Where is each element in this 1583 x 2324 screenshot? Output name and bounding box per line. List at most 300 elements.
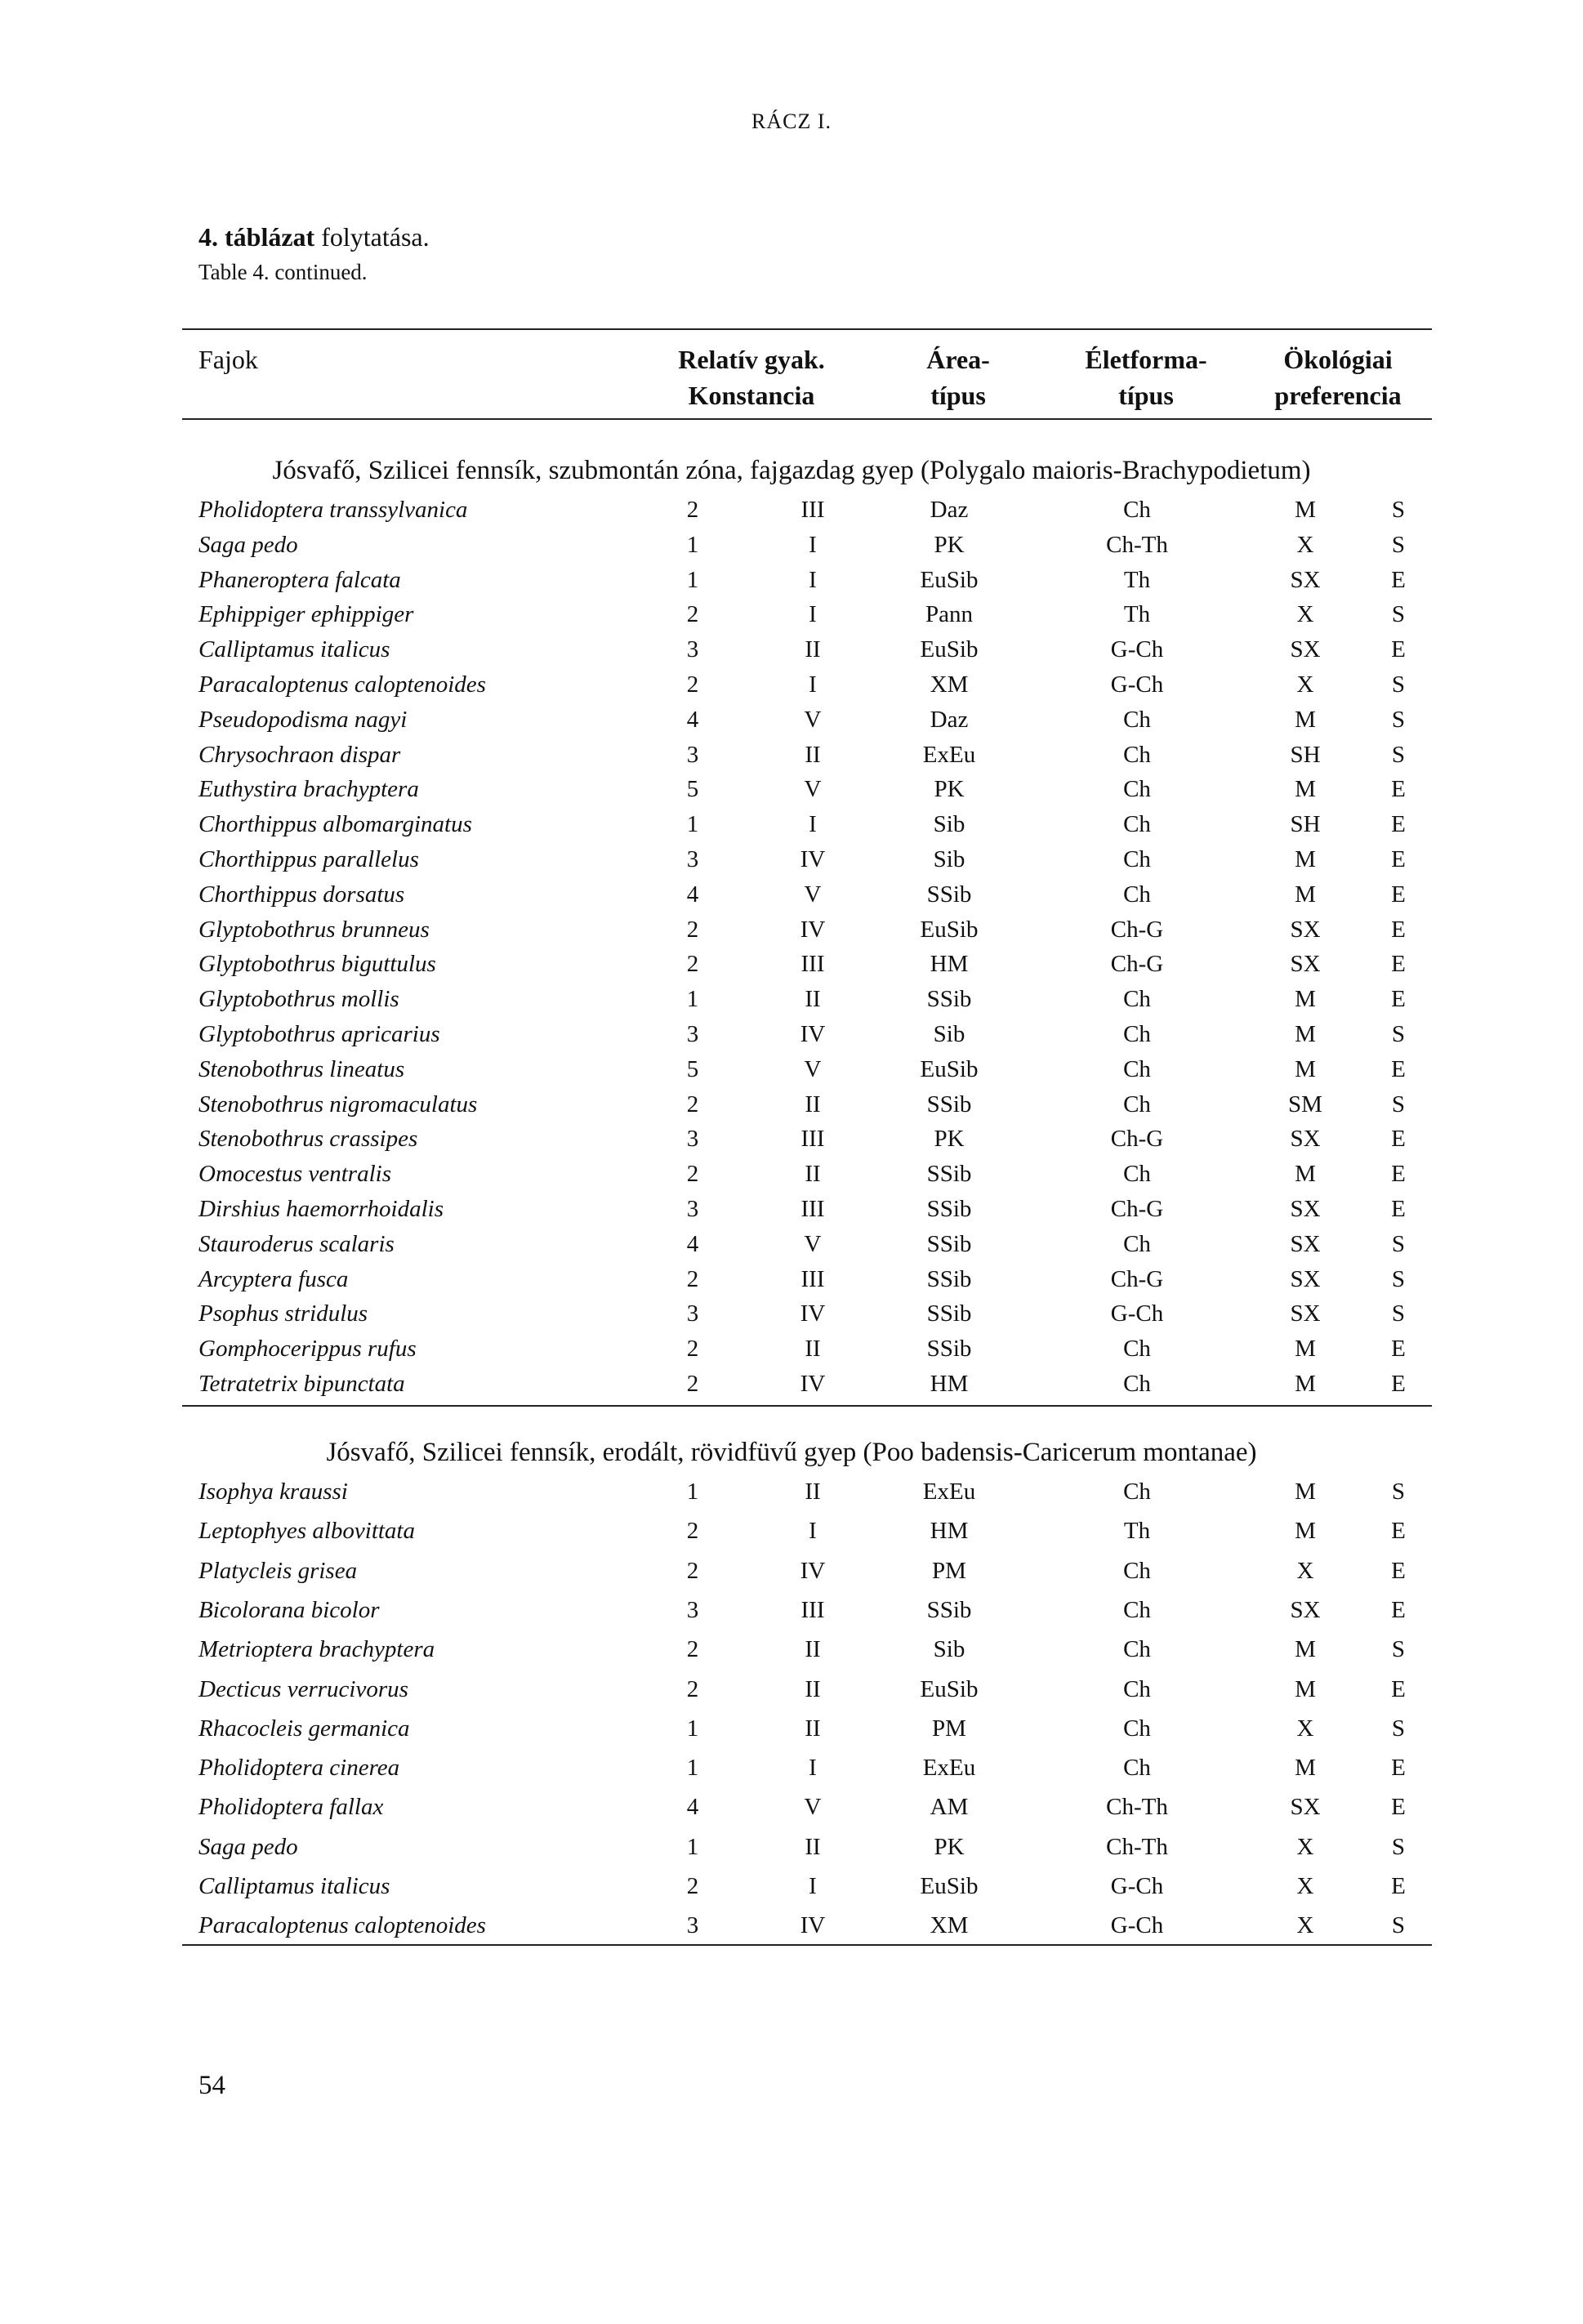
table-cell: Sib <box>933 846 965 872</box>
species-name: Rhacocleis germanica <box>198 1715 410 1742</box>
table-cell: X <box>1296 1715 1314 1742</box>
table-cell: E <box>1391 566 1406 593</box>
table-row <box>0 1479 1583 1516</box>
table-row <box>0 1266 1583 1304</box>
species-name: Glyptobothrus mollis <box>198 986 399 1013</box>
table-cell: M <box>1295 1021 1316 1047</box>
table-cell: II <box>805 1161 821 1188</box>
table-cell: Ch <box>1123 1636 1151 1663</box>
table-cell: 3 <box>686 846 699 872</box>
table-cell: E <box>1391 1336 1406 1363</box>
table-cell: 2 <box>686 1091 699 1117</box>
species-name: Calliptamus italicus <box>198 1873 390 1899</box>
table-cell: I <box>809 1518 817 1545</box>
header-rel-line2: Konstancia <box>688 381 815 410</box>
table-cell: IV <box>800 846 826 872</box>
table-cell: 1 <box>686 531 699 558</box>
table-cell: SSib <box>926 1161 972 1188</box>
table-cell: PK <box>934 531 965 558</box>
table-cell: PK <box>934 1833 965 1860</box>
table-cell: 2 <box>686 671 699 698</box>
table-row <box>0 1715 1583 1753</box>
table-cell: IV <box>800 1371 826 1397</box>
table-row <box>0 1518 1583 1555</box>
table-row <box>0 601 1583 639</box>
species-name: Saga pedo <box>198 531 298 558</box>
table-row <box>0 1161 1583 1198</box>
table-cell: II <box>805 1833 821 1860</box>
caption-hu-label: 4. táblázat <box>198 222 315 252</box>
species-name: Bicolorana bicolor <box>198 1596 380 1623</box>
table-cell: 3 <box>686 741 699 768</box>
table-cell: SH <box>1290 741 1321 768</box>
table-row <box>0 1056 1583 1094</box>
table-cell: SX <box>1290 636 1321 663</box>
table-cell: Ch <box>1123 811 1151 838</box>
species-name: Phaneroptera falcata <box>198 566 401 593</box>
table-cell: Ch <box>1123 741 1151 768</box>
section-bottom-rule <box>182 1405 1432 1407</box>
caption-en-text: continued. <box>269 260 368 284</box>
table-header-rule <box>182 418 1432 420</box>
table-row <box>0 881 1583 919</box>
table-cell: II <box>805 1675 821 1702</box>
table-cell: SX <box>1290 566 1321 593</box>
header-eco-line2: preferencia <box>1274 381 1402 410</box>
table-cell: E <box>1391 1755 1406 1782</box>
table-cell: 4 <box>686 706 699 733</box>
table-cell: IV <box>800 1557 826 1584</box>
table-cell: Ch <box>1123 1479 1151 1505</box>
table-cell: Ch <box>1123 986 1151 1013</box>
table-cell: III <box>800 1196 825 1222</box>
table-cell: 1 <box>686 986 699 1013</box>
table-cell: EuSib <box>920 1055 979 1082</box>
table-cell: G-Ch <box>1110 671 1164 698</box>
table-cell: 2 <box>686 1265 699 1292</box>
table-cell: EuSib <box>920 566 979 593</box>
table-cell: S <box>1391 531 1406 558</box>
table-cell: SX <box>1290 1300 1321 1327</box>
table-row <box>0 1597 1583 1635</box>
table-row <box>0 707 1583 744</box>
table-cell: 2 <box>686 601 699 628</box>
table-cell: Ch-G <box>1110 916 1164 943</box>
table-cell: AM <box>930 1794 969 1821</box>
table-cell: Ch <box>1123 881 1151 908</box>
table-cell: Ch <box>1123 1161 1151 1188</box>
table-cell: E <box>1391 1794 1406 1821</box>
table-cell: EuSib <box>920 636 979 663</box>
table-cell: S <box>1391 1230 1406 1257</box>
table-cell: S <box>1391 1912 1406 1939</box>
species-name: Pholidoptera cinerea <box>198 1755 400 1782</box>
table-cell: Ch <box>1123 1230 1151 1257</box>
table-cell: V <box>804 776 822 803</box>
table-cell: PK <box>934 776 965 803</box>
table-cell: 2 <box>686 1675 699 1702</box>
species-name: Pholidoptera transsylvanica <box>198 497 468 523</box>
table-cell: EuSib <box>920 1873 979 1899</box>
table-cell: Ch <box>1123 846 1151 872</box>
table-cell: Ch <box>1123 1675 1151 1702</box>
table-cell: Sib <box>933 811 965 838</box>
table-caption-hu <box>198 222 430 252</box>
table-cell: XM <box>930 1912 969 1939</box>
table-cell: S <box>1391 671 1406 698</box>
table-cell: III <box>800 1126 825 1153</box>
table-cell: M <box>1295 1755 1316 1782</box>
section-bottom-rule <box>182 1944 1432 1946</box>
table-cell: M <box>1295 846 1316 872</box>
table-cell: S <box>1391 1715 1406 1742</box>
table-cell: SX <box>1290 1230 1321 1257</box>
table-cell: 3 <box>686 1196 699 1222</box>
table-cell: Ch <box>1123 497 1151 523</box>
table-row <box>0 1676 1583 1714</box>
table-cell: M <box>1295 1055 1316 1082</box>
table-cell: E <box>1391 1518 1406 1545</box>
table-cell: M <box>1295 1371 1316 1397</box>
species-name: Leptophyes albovittata <box>198 1518 415 1545</box>
table-cell: II <box>805 1091 821 1117</box>
table-cell: E <box>1391 951 1406 978</box>
table-cell: III <box>800 1265 825 1292</box>
table-cell: 1 <box>686 566 699 593</box>
table-cell: E <box>1391 776 1406 803</box>
table-cell: 2 <box>686 1636 699 1663</box>
table-cell: 3 <box>686 1126 699 1153</box>
table-row <box>0 1834 1583 1871</box>
table-cell: E <box>1391 1196 1406 1222</box>
species-name: Glyptobothrus apricarius <box>198 1021 440 1047</box>
species-name: Pholidoptera fallax <box>198 1794 384 1821</box>
header-relative-frequency <box>653 341 849 413</box>
table-cell: V <box>804 1794 822 1821</box>
table-cell: 2 <box>686 1161 699 1188</box>
table-cell: ExEu <box>922 741 976 768</box>
table-cell: X <box>1296 601 1314 628</box>
table-cell: 1 <box>686 1833 699 1860</box>
table-cell: Ch-G <box>1110 1126 1164 1153</box>
species-name: Dirshius haemorrhoidalis <box>198 1196 444 1222</box>
table-cell: E <box>1391 636 1406 663</box>
table-row <box>0 742 1583 779</box>
species-name: Chorthippus albomarginatus <box>198 811 472 838</box>
species-name: Stenobothrus nigromaculatus <box>198 1091 478 1117</box>
table-caption-en <box>198 260 368 285</box>
table-cell: E <box>1391 846 1406 872</box>
table-cell: V <box>804 881 822 908</box>
table-row <box>0 636 1583 674</box>
table-cell: Ch-Th <box>1106 1833 1168 1860</box>
species-name: Euthystira brachyptera <box>198 776 419 803</box>
table-cell: S <box>1391 1636 1406 1663</box>
table-cell: SSib <box>926 881 972 908</box>
header-area-line2: típus <box>930 381 986 410</box>
table-cell: I <box>809 1755 817 1782</box>
species-name: Stauroderus scalaris <box>198 1230 395 1257</box>
table-row <box>0 846 1583 884</box>
table-cell: X <box>1296 531 1314 558</box>
table-row <box>0 671 1583 709</box>
species-name: Saga pedo <box>198 1833 298 1860</box>
table-cell: M <box>1295 986 1316 1013</box>
table-cell: M <box>1295 1161 1316 1188</box>
table-cell: M <box>1295 497 1316 523</box>
table-cell: Ch <box>1123 1557 1151 1584</box>
table-cell: 4 <box>686 881 699 908</box>
table-row <box>0 1091 1583 1129</box>
table-cell: SX <box>1290 1126 1321 1153</box>
table-row <box>0 497 1583 534</box>
table-cell: E <box>1391 916 1406 943</box>
species-name: Isophya kraussi <box>198 1479 348 1505</box>
species-name: Glyptobothrus biguttulus <box>198 951 436 978</box>
table-cell: SSib <box>926 1265 972 1292</box>
table-top-rule <box>182 328 1432 330</box>
table-cell: 3 <box>686 1021 699 1047</box>
table-cell: X <box>1296 1873 1314 1899</box>
species-name: Stenobothrus crassipes <box>198 1126 418 1153</box>
table-cell: E <box>1391 1371 1406 1397</box>
table-cell: S <box>1391 741 1406 768</box>
table-cell: X <box>1296 1912 1314 1939</box>
species-name: Calliptamus italicus <box>198 636 390 663</box>
header-species: Fajok <box>198 345 258 374</box>
header-area-line1: Área- <box>926 345 990 374</box>
table-cell: 3 <box>686 636 699 663</box>
table-cell: M <box>1295 1479 1316 1505</box>
species-name: Decticus verrucivorus <box>198 1675 408 1702</box>
table-cell: HM <box>930 1371 969 1397</box>
table-cell: SSib <box>926 986 972 1013</box>
section-title: Jósvafő, Szilicei fennsík, szubmontán zóna, fajgazdag gyep (Polygalo maioris-Brachypodietum) <box>272 456 1311 485</box>
table-cell: II <box>805 741 821 768</box>
species-name: Platycleis grisea <box>198 1557 358 1584</box>
species-name: Stenobothrus lineatus <box>198 1055 405 1082</box>
table-row <box>0 1794 1583 1831</box>
table-cell: S <box>1391 1300 1406 1327</box>
table-cell: XM <box>930 671 969 698</box>
table-cell: II <box>805 1479 821 1505</box>
table-cell: 2 <box>686 1873 699 1899</box>
header-rel-line1: Relatív gyak. <box>678 345 825 374</box>
species-name: Tetratetrix bipunctata <box>198 1371 405 1397</box>
table-cell: Th <box>1123 1518 1151 1545</box>
table-cell: Ch <box>1123 1596 1151 1623</box>
table-cell: G-Ch <box>1110 1873 1164 1899</box>
table-cell: Ch <box>1123 1021 1151 1047</box>
table-cell: M <box>1295 1336 1316 1363</box>
table-cell: S <box>1391 1479 1406 1505</box>
table-cell: M <box>1295 1518 1316 1545</box>
table-cell: III <box>800 1596 825 1623</box>
table-cell: 2 <box>686 1336 699 1363</box>
table-cell: III <box>800 951 825 978</box>
table-cell: EuSib <box>920 916 979 943</box>
table-row <box>0 1126 1583 1163</box>
table-cell: E <box>1391 811 1406 838</box>
species-name: Psophus stridulus <box>198 1300 368 1327</box>
table-cell: HM <box>930 951 969 978</box>
table-cell: S <box>1391 1091 1406 1117</box>
table-cell: Daz <box>930 497 969 523</box>
table-cell: Ch-G <box>1110 951 1164 978</box>
table-cell: I <box>809 601 817 628</box>
table-row <box>0 1371 1583 1408</box>
page-number: 54 <box>198 2071 225 2100</box>
table-cell: E <box>1391 881 1406 908</box>
header-area-type <box>885 341 1032 413</box>
table-cell: SX <box>1290 1596 1321 1623</box>
table-cell: E <box>1391 1675 1406 1702</box>
species-name: Paracaloptenus caloptenoides <box>198 671 486 698</box>
table-row <box>0 532 1583 569</box>
species-name: Metrioptera brachyptera <box>198 1636 435 1663</box>
table-cell: IV <box>800 916 826 943</box>
table-row <box>0 1336 1583 1373</box>
table-cell: Ch <box>1123 1371 1151 1397</box>
table-cell: I <box>809 531 817 558</box>
table-row <box>0 811 1583 849</box>
table-cell: 1 <box>686 1715 699 1742</box>
table-cell: E <box>1391 986 1406 1013</box>
table-cell: III <box>800 497 825 523</box>
table-cell: SX <box>1290 951 1321 978</box>
caption-hu-text: folytatása. <box>314 222 430 252</box>
table-cell: SSib <box>926 1300 972 1327</box>
species-name: Paracaloptenus caloptenoides <box>198 1912 486 1939</box>
table-row <box>0 567 1583 604</box>
table-cell: 2 <box>686 1518 699 1545</box>
species-name: Chorthippus dorsatus <box>198 881 405 908</box>
table-row <box>0 1300 1583 1338</box>
table-cell: Pann <box>925 601 973 628</box>
table-cell: Ch <box>1123 1715 1151 1742</box>
table-cell: E <box>1391 1161 1406 1188</box>
table-cell: E <box>1391 1055 1406 1082</box>
table-cell: Ch-Th <box>1106 1794 1168 1821</box>
table-cell: Sib <box>933 1021 965 1047</box>
table-cell: S <box>1391 1833 1406 1860</box>
table-cell: II <box>805 1336 821 1363</box>
species-name: Glyptobothrus brunneus <box>198 916 430 943</box>
species-name: Pseudopodisma nagyi <box>198 706 408 733</box>
table-row <box>0 1231 1583 1269</box>
table-cell: SSib <box>926 1336 972 1363</box>
table-cell: SSib <box>926 1596 972 1623</box>
species-name: Arcyptera fusca <box>198 1265 349 1292</box>
table-cell: EuSib <box>920 1675 979 1702</box>
table-cell: II <box>805 1636 821 1663</box>
table-cell: HM <box>930 1518 969 1545</box>
species-name: Ephippiger ephippiger <box>198 601 414 628</box>
table-cell: G-Ch <box>1110 1300 1164 1327</box>
table-cell: Ch <box>1123 1091 1151 1117</box>
table-cell: V <box>804 706 822 733</box>
header-life-form <box>1052 341 1240 413</box>
table-row <box>0 1021 1583 1059</box>
header-life-line2: típus <box>1118 381 1174 410</box>
table-cell: 4 <box>686 1794 699 1821</box>
table-cell: G-Ch <box>1110 1912 1164 1939</box>
table-cell: Ch-G <box>1110 1265 1164 1292</box>
table-cell: 2 <box>686 951 699 978</box>
table-cell: Ch <box>1123 1336 1151 1363</box>
table-cell: PM <box>932 1715 966 1742</box>
table-cell: E <box>1391 1873 1406 1899</box>
table-cell: Th <box>1123 601 1151 628</box>
table-cell: M <box>1295 706 1316 733</box>
table-cell: IV <box>800 1912 826 1939</box>
table-cell: 1 <box>686 811 699 838</box>
table-row <box>0 1558 1583 1595</box>
table-cell: SX <box>1290 1196 1321 1222</box>
table-cell: M <box>1295 1675 1316 1702</box>
table-cell: ExEu <box>922 1479 976 1505</box>
table-cell: SSib <box>926 1196 972 1222</box>
species-name: Chrysochraon dispar <box>198 741 401 768</box>
table-cell: I <box>809 671 817 698</box>
table-cell: Th <box>1123 566 1151 593</box>
table-cell: 5 <box>686 776 699 803</box>
table-cell: 4 <box>686 1230 699 1257</box>
table-cell: E <box>1391 1557 1406 1584</box>
table-cell: SM <box>1288 1091 1322 1117</box>
table-cell: 3 <box>686 1596 699 1623</box>
table-cell: S <box>1391 601 1406 628</box>
table-cell: 2 <box>686 497 699 523</box>
table-cell: PM <box>932 1557 966 1584</box>
running-head: RÁCZ I. <box>751 109 832 133</box>
table-cell: Sib <box>933 1636 965 1663</box>
table-cell: II <box>805 986 821 1013</box>
table-cell: Ch <box>1123 706 1151 733</box>
table-cell: IV <box>800 1021 826 1047</box>
table-cell: 2 <box>686 916 699 943</box>
table-row <box>0 1636 1583 1674</box>
table-row <box>0 1873 1583 1911</box>
table-cell: E <box>1391 1596 1406 1623</box>
table-row <box>0 951 1583 988</box>
table-cell: SSib <box>926 1091 972 1117</box>
table-cell: Ch <box>1123 1755 1151 1782</box>
table-cell: M <box>1295 776 1316 803</box>
table-cell: M <box>1295 1636 1316 1663</box>
table-cell: 1 <box>686 1755 699 1782</box>
table-cell: V <box>804 1055 822 1082</box>
table-cell: SX <box>1290 916 1321 943</box>
header-ecological-preference <box>1248 341 1428 413</box>
table-cell: 3 <box>686 1300 699 1327</box>
table-cell: I <box>809 1873 817 1899</box>
table-row <box>0 917 1583 954</box>
table-cell: ExEu <box>922 1755 976 1782</box>
table-cell: Ch-Th <box>1106 531 1168 558</box>
table-cell: 2 <box>686 1371 699 1397</box>
table-cell: SH <box>1290 811 1321 838</box>
section-title: Jósvafő, Szilicei fennsík, erodált, rövidfüvű gyep (Poo badensis-Caricerum montanae) <box>326 1438 1257 1467</box>
table-cell: M <box>1295 881 1316 908</box>
header-eco-line1: Ökológiai <box>1283 345 1393 374</box>
table-cell: Ch <box>1123 1055 1151 1082</box>
species-name: Omocestus ventralis <box>198 1161 391 1188</box>
table-row <box>0 1755 1583 1792</box>
table-cell: PK <box>934 1126 965 1153</box>
table-cell: 3 <box>686 1912 699 1939</box>
table-cell: Daz <box>930 706 969 733</box>
